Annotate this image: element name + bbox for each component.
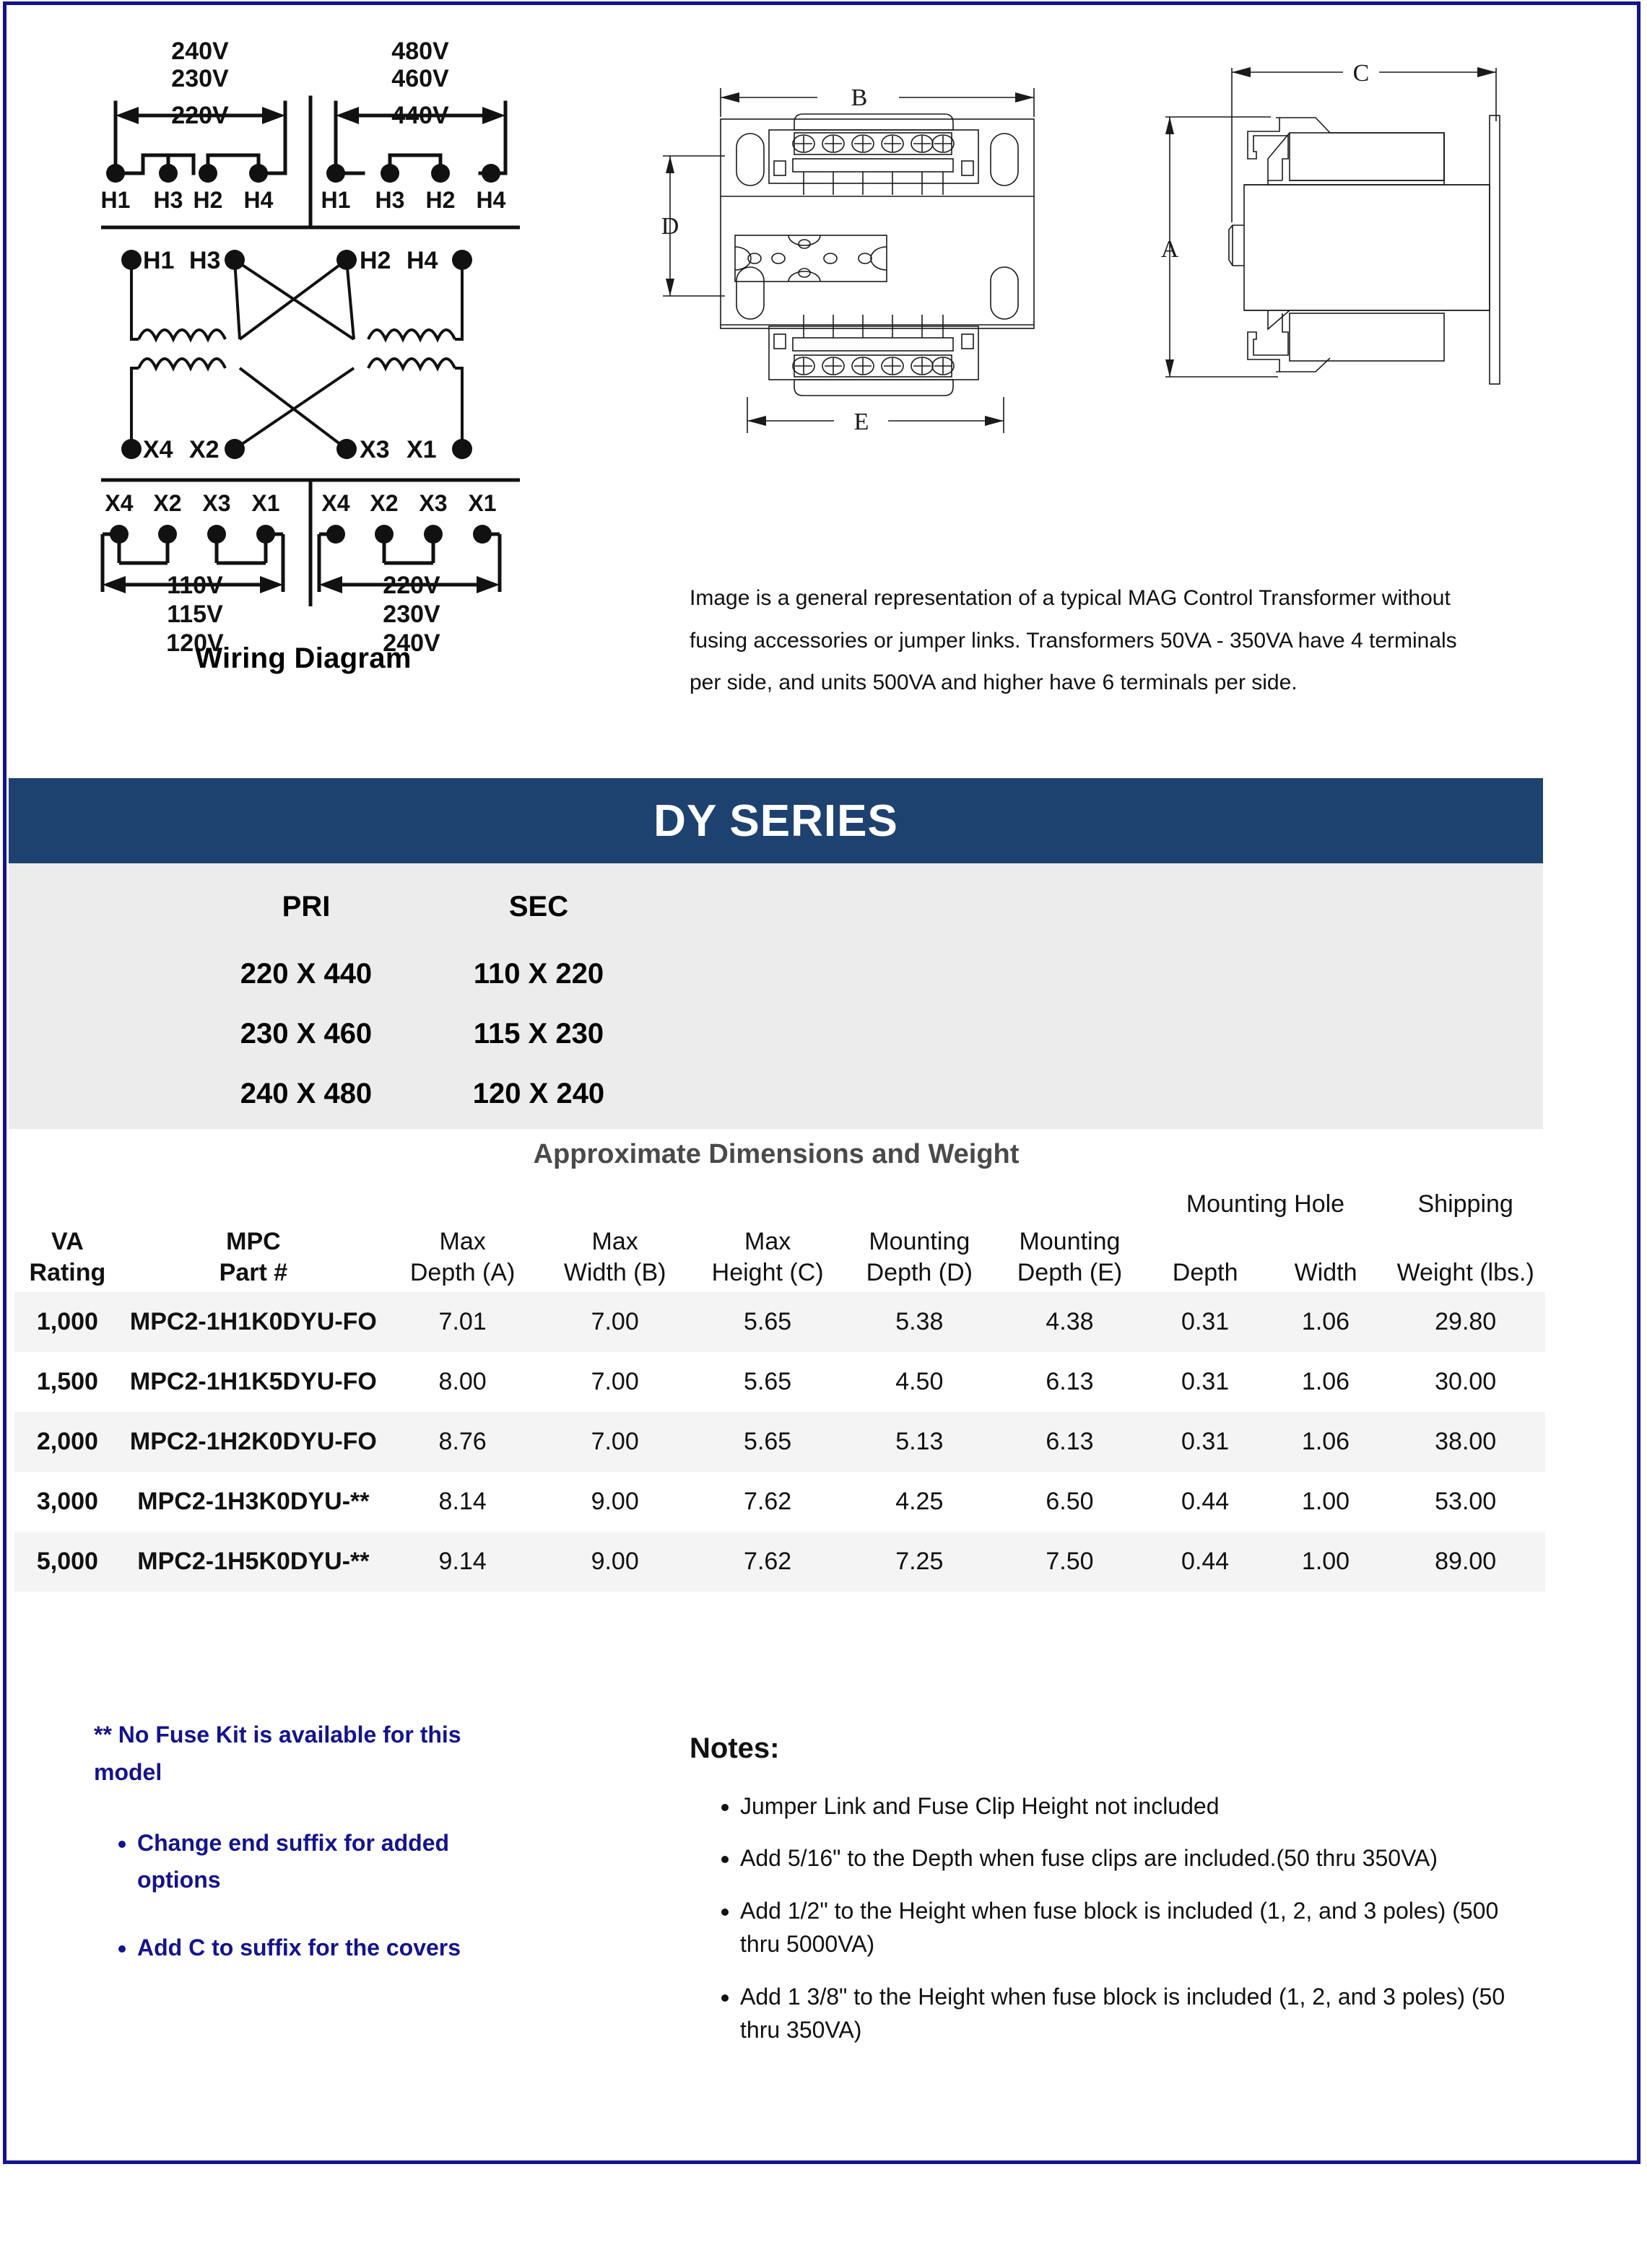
spec-header-mounting-depth-d (844, 1226, 994, 1292)
wiring-pri-left-term-3: H2 (193, 187, 223, 213)
side-view-figure (1126, 43, 1516, 563)
wiring-pri-left-term-2: H3 (153, 187, 183, 213)
notes-title: Notes: (690, 1732, 780, 1764)
voltage-sec-1: 110 X 220 (473, 958, 604, 990)
row-max-height: 5.65 (744, 1308, 792, 1335)
row-mount-depth-d: 7.25 (895, 1548, 944, 1575)
wiring-pri-right-term-2: H3 (375, 187, 405, 213)
figures-area (0, 0, 1647, 736)
row-max-depth: 7.01 (438, 1308, 487, 1335)
row-max-height: 7.62 (744, 1488, 792, 1515)
footnote-bullet-list (94, 1825, 498, 1967)
front-view-dim-d: D (661, 213, 679, 240)
spec-header-weight: Weight (lbs.) (1396, 1258, 1534, 1286)
voltage-header-pri: PRI (282, 891, 331, 923)
row-hole-depth: 0.31 (1181, 1308, 1230, 1335)
spec-group-shipping: Shipping (1417, 1190, 1513, 1218)
row-va: 3,000 (36, 1488, 98, 1515)
spec-group-mounting-hole: Mounting Hole (1186, 1190, 1345, 1218)
wiring-pri-left-volt-2: 230V (171, 65, 229, 92)
row-max-height: 5.65 (744, 1428, 792, 1455)
row-va: 1,000 (36, 1308, 98, 1335)
row-hole-width: 1.06 (1301, 1428, 1350, 1455)
voltage-row (191, 945, 654, 1003)
spec-header-mpc-line2: Part # (219, 1258, 288, 1286)
spec-header-d-line2: Depth (D) (866, 1258, 973, 1286)
row-weight: 38.00 (1435, 1428, 1497, 1455)
spec-header-b-line2: Width (B) (563, 1258, 666, 1286)
spec-header-va-line2: Rating (29, 1258, 106, 1286)
wiring-coil-label-x4: X4 (143, 436, 173, 463)
row-mount-depth-e: 6.13 (1046, 1368, 1094, 1395)
table-row (14, 1532, 1545, 1592)
spec-header-e-line1: Mounting (1019, 1228, 1121, 1255)
wiring-sec-right-volt-3: 240V (383, 629, 440, 657)
wiring-coil-label-h3: H3 (189, 247, 221, 274)
row-mpc: MPC2-1H2K0DYU-FO (129, 1428, 377, 1455)
spec-header-a-line1: Max (439, 1228, 486, 1255)
spec-header-b-line1: Max (591, 1228, 638, 1255)
wiring-coil-label-h1: H1 (143, 247, 175, 274)
front-view-dim-e: E (853, 409, 869, 435)
wiring-sec-right-volt-2: 230V (383, 601, 440, 628)
row-max-depth: 8.14 (438, 1488, 487, 1515)
row-max-depth: 9.14 (438, 1548, 487, 1575)
side-view-dim-c: C (1352, 60, 1370, 87)
row-hole-width: 1.00 (1301, 1488, 1350, 1515)
row-hole-width: 1.06 (1301, 1308, 1350, 1335)
front-view-figure (650, 58, 1054, 563)
wiring-pri-right-volt-3: 440V (391, 102, 449, 129)
row-mpc: MPC2-1H3K0DYU-** (137, 1488, 370, 1515)
wiring-pri-left-volt-3: 220V (171, 102, 229, 129)
spec-header-va (14, 1226, 121, 1292)
wiring-diagram-figure (87, 29, 534, 664)
row-hole-depth: 0.44 (1181, 1488, 1230, 1515)
footnote-no-fuse-kit: ** No Fuse Kit is available for this model (94, 1722, 461, 1785)
row-mount-depth-d: 4.25 (895, 1488, 944, 1515)
front-view-dim-b: B (851, 84, 868, 111)
side-view-dim-a: A (1160, 236, 1179, 263)
row-hole-width: 1.06 (1301, 1368, 1350, 1395)
wiring-coil-label-x1: X1 (407, 436, 437, 463)
row-hole-width: 1.00 (1301, 1548, 1350, 1575)
notes-bullet-list (690, 1789, 1542, 2046)
row-max-width: 7.00 (591, 1428, 639, 1455)
wiring-sec-left-volt-1: 110V (167, 572, 223, 599)
row-va: 5,000 (36, 1548, 98, 1575)
row-max-depth: 8.76 (438, 1428, 487, 1455)
wiring-sec-left-volt-3: 120V (166, 629, 224, 657)
voltage-table (189, 876, 656, 1125)
list-item: • Add 1/2" to the Height when fuse block is included (1, 2, and 3 poles) (500 thru 5000VA) (740, 1894, 1542, 1961)
wiring-sec-right-term-4: X1 (468, 490, 497, 516)
spec-header-hole-depth: Depth (1172, 1258, 1238, 1286)
voltage-row (191, 1065, 654, 1123)
row-mount-depth-e: 6.13 (1046, 1428, 1094, 1455)
row-mount-depth-e: 7.50 (1046, 1548, 1094, 1575)
wiring-pri-left-term-1: H1 (100, 187, 131, 213)
list-item: • Add 5/16" to the Depth when fuse clips are included.(50 thru 350VA) (740, 1841, 1542, 1875)
row-mount-depth-e: 6.50 (1046, 1488, 1094, 1515)
spec-group-header-row (14, 1190, 1545, 1226)
voltage-pri-3: 240 X 480 (240, 1078, 373, 1109)
row-hole-depth: 0.31 (1181, 1368, 1230, 1395)
wiring-diagram-caption: Wiring Diagram (195, 642, 412, 674)
spec-header-e-line2: Depth (E) (1017, 1258, 1123, 1286)
row-max-width: 7.00 (591, 1368, 639, 1395)
row-weight: 89.00 (1435, 1548, 1497, 1575)
list-item: • Change end suffix for added options (137, 1825, 498, 1900)
wiring-sec-left-volt-2: 115V (167, 601, 223, 628)
wiring-coil-label-x3: X3 (360, 436, 390, 463)
wiring-coil-label-h4: H4 (407, 247, 438, 274)
dimensions-heading: Approximate Dimensions and Weight (533, 1139, 1020, 1169)
series-title: DY SERIES (653, 795, 898, 846)
notes-block (690, 1732, 1542, 2065)
row-mpc: MPC2-1H5K0DYU-** (137, 1548, 370, 1575)
wiring-sec-left-term-1: X4 (105, 490, 134, 516)
wiring-sec-left-term-3: X3 (202, 490, 231, 516)
spec-header-d-line1: Mounting (869, 1228, 970, 1255)
voltage-row (191, 1005, 654, 1063)
row-max-height: 7.62 (744, 1548, 792, 1575)
row-mount-depth-d: 4.50 (895, 1368, 944, 1395)
row-mpc: MPC2-1H1K5DYU-FO (129, 1368, 377, 1395)
wiring-pri-right-volt-2: 460V (391, 65, 449, 92)
spec-header-mpc (121, 1226, 386, 1292)
list-item: • Jumper Link and Fuse Clip Height not included (740, 1789, 1542, 1823)
voltage-sec-3: 120 X 240 (472, 1078, 605, 1109)
voltage-pri-2: 230 X 460 (240, 1018, 373, 1050)
row-va: 1,500 (36, 1368, 98, 1395)
voltage-header-sec: SEC (508, 891, 569, 923)
wiring-pri-right-term-4: H4 (476, 187, 506, 213)
row-mount-depth-d: 5.38 (895, 1308, 944, 1335)
list-item: • Add 1 3/8" to the Height when fuse block is included (1, 2, and 3 poles) (50 thru 350VA) (740, 1980, 1542, 2047)
row-weight: 53.00 (1435, 1488, 1497, 1515)
row-weight: 29.80 (1435, 1308, 1497, 1335)
list-item: • Add C to suffix for the covers (137, 1929, 498, 1967)
wiring-pri-left-volt-1: 240V (171, 38, 229, 65)
row-max-width: 9.00 (591, 1548, 639, 1575)
row-va: 2,000 (36, 1428, 98, 1455)
wiring-pri-right-term-1: H1 (321, 187, 351, 213)
wiring-coil-label-h2: H2 (360, 247, 391, 274)
spec-header-max-height (691, 1226, 844, 1292)
series-banner (9, 778, 1543, 863)
row-max-width: 7.00 (591, 1308, 639, 1335)
wiring-sec-left-term-2: X2 (153, 490, 182, 516)
wiring-sec-right-term-1: X4 (321, 490, 350, 516)
wiring-sec-right-term-3: X3 (419, 490, 448, 516)
wiring-sec-right-term-2: X2 (370, 490, 399, 516)
footnotes-block (94, 1717, 498, 1997)
wiring-coil-label-x2: X2 (189, 436, 220, 463)
row-mpc: MPC2-1H1K0DYU-FO (129, 1308, 377, 1335)
spec-header-hole-width: Width (1294, 1258, 1357, 1286)
table-row (14, 1412, 1545, 1472)
row-max-height: 5.65 (744, 1368, 792, 1395)
wiring-sec-left-term-4: X1 (251, 490, 280, 516)
wiring-pri-left-term-4: H4 (243, 187, 274, 213)
table-row (14, 1472, 1545, 1532)
row-mount-depth-d: 5.13 (895, 1428, 944, 1455)
row-mount-depth-e: 4.38 (1046, 1308, 1094, 1335)
row-weight: 30.00 (1435, 1368, 1497, 1395)
wiring-pri-right-volt-1: 480V (391, 38, 449, 65)
figure-image-note: Image is a general representation of a typical MAG Control Transformer without fusing accessories or jumper links. Transformers 50VA - 350VA have 4 terminals per side, and units 500VA and higher have 6 terminals per side. (690, 586, 1457, 694)
table-row (14, 1352, 1545, 1412)
spec-header-mpc-line1: MPC (226, 1228, 281, 1255)
row-max-depth: 8.00 (438, 1368, 487, 1395)
row-hole-depth: 0.31 (1181, 1428, 1230, 1455)
spec-header-c-line2: Height (C) (711, 1258, 824, 1286)
spec-header-max-width (539, 1226, 691, 1292)
row-hole-depth: 0.44 (1181, 1548, 1230, 1575)
spec-table (14, 1190, 1545, 1592)
spec-header-c-line1: Max (744, 1228, 791, 1255)
spec-header-a-line2: Depth (A) (409, 1258, 516, 1286)
wiring-sec-right-volt-1: 220V (383, 572, 440, 599)
row-max-width: 9.00 (591, 1488, 639, 1515)
spec-header-row (14, 1226, 1545, 1292)
voltage-band (9, 863, 1543, 1129)
spec-header-max-depth (386, 1226, 539, 1292)
voltage-pri-1: 220 X 440 (240, 958, 373, 990)
spec-header-va-line1: VA (51, 1228, 84, 1255)
wiring-pri-right-term-3: H2 (425, 187, 456, 213)
voltage-sec-2: 115 X 230 (473, 1018, 604, 1050)
table-row (14, 1292, 1545, 1352)
spec-header-mounting-depth-e (994, 1226, 1144, 1292)
